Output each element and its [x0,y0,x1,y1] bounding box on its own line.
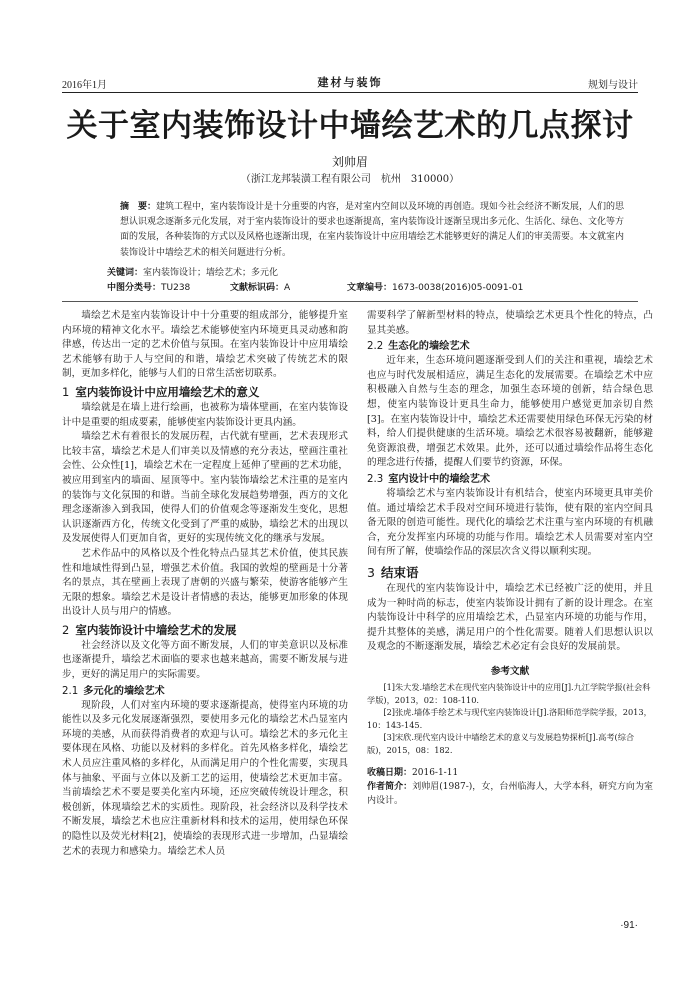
doc-code-value: A [284,283,291,293]
section-1-heading [62,384,348,400]
article-meta [367,766,653,808]
received-value: 2016-1-11 [412,767,459,778]
section-2-title: 室内装饰设计中墙绘艺术的发展 [75,622,237,637]
section-1-paragraph-1: 墙绘就是在墙上进行绘画，也被称为墙体壁画，在室内装饰设计中是重要的组成要素，能够使室内装饰设计更具内涵。 [62,401,348,428]
bio-value: 刘帅眉(1987-)，女，台州临海人，大学本科，研究方向为室内设计。 [367,781,653,806]
section-2-2-number: 2.2 [367,341,384,353]
author-bio [367,780,653,808]
doc-code-label: 文献标识码： [230,283,285,293]
author-name: 刘帅眉 [331,155,368,169]
clc-label: 中图分类号： [107,283,162,293]
article-no-label: 文章编号： [347,283,393,293]
section-2-2-paragraph: 近年来，生态环境问题逐渐受到人们的关注和重视，墙绘艺术也应与时代发展相适应，满足生态化的发展需要。在墙绘艺术中应积极融入自然与生态的理念，加强生态环境的创新，结合绿色思想，使室内装饰设计更具生命力，能够使用户感觉更加亲切自然[3]。在室内装饰设计中，墙绘艺术还需要使用绿色环保无污染的材料，给人们提供健康的生活环境。墙绘艺术很容易被翻新，能够避免资源浪费，增强艺术效果。此外，还可以通过墙绘作品将生态化的理念进行传播，提醒人们要节约资源，环保。 [367,355,653,469]
reference-1: [1]朱大发.墙绘艺术在现代室内装饰设计中的应用[J].九江学院学报(社会科学版)，2013，02：108-110. [367,682,651,705]
reference-3: [3]宋欣.现代室内设计中墙绘艺术的意义与发展趋势探析[J].高考(综合版)，2015，08：182. [367,732,635,755]
header-rule [62,92,638,93]
author-affiliation: （浙江龙邦装潢工程有限公司 杭州 310000） [240,174,460,185]
section-2-1-title: 多元化的墙绘艺术 [83,685,165,697]
abstract-rule [62,301,638,302]
section-2-3-title: 室内设计中的墙绘艺术 [388,473,491,485]
keywords-label: 关键词： [107,268,144,278]
section-2-1-number: 2.1 [62,685,79,697]
intro-paragraph: 墙绘艺术是室内装饰设计中十分重要的组成部分，能够提升室内环境的精神文化水平。墙绘艺术能够使室内环境更具灵动感和韵律感，传达出一定的艺术价值与氛围。在室内装饰设计中应用墙绘艺术能够有助于人与空间的和谐，墙绘艺术突破了传统艺术的限制，更加多样化，能够与人们的日常生活密切联系。 [62,310,348,380]
section-1-title: 室内装饰设计中应用墙绘艺术的意义 [75,384,260,399]
clc-value: TU238 [161,283,191,293]
bio-label: 作者简介： [367,781,413,792]
section-2-paragraph-1: 社会经济以及文化等方面不断发展，人们的审美意识以及标准也逐渐提升，墙绘艺术面临的要求也越来越高，需要不断发展与进步，更好的满足用户的实际需要。 [62,639,348,681]
header-date: 2016年1月 [62,80,107,91]
section-2-1-paragraph: 现阶段，人们对室内环境的要求逐渐提高，使得室内环境的功能性以及多元化发展逐渐强烈，要使用多元化的墙绘艺术凸显室内环境的美感，从而获得消费者的欢迎与认可。墙绘艺术的多元化主要体现在风格、功能以及材料的多样化。首先风格多样化，墙绘艺术人员应注重风格的多样化，从而满足用户的个性化需要，实现具体与抽象、平面与立体以及新工艺的运用，使墙绘艺术更加丰富。当前墙绘艺术不要是要美化室内环境，还应突破传统设计理念，积极创新，体现墙绘艺术的实质性。现阶段，社会经济以及科学技术不断发展，墙绘艺术也应注重新材料和技术的运用，使用绿色环保的隐性以及荧光材料[2]，使墙绘的表现形式进一步增加，凸显墙绘艺术的表现力和感染力。墙绘艺术人员 [62,699,348,857]
paper-title: 关于室内装饰设计中墙绘艺术的几点探讨 [66,108,634,144]
section-1-paragraph-2: 墙绘艺术有着很长的发展历程，古代就有壁画，艺术表现形式比较丰富，墙绘艺术是人们审美以及情感的充分表达，壁画注重社会性、公众性[1]，墙绘艺术在一定程度上延伸了壁画的艺术功能，被应用到室内的墙面、屋顶等中。室内装饰墙绘艺术注重的是室内的装饰与文化氛围的和谐。当前全球化发展趋势增强，西方的文化理念逐渐渗入到我国，使得人们的价值观念等逐渐发生变化，思想认识逐渐西方化，传统文化受到了严重的威胁，墙绘艺术的出现以及发展使得人们更加自省，更好的实现传统文化的继承与发展。 [62,431,348,545]
journal-name: 建材与装饰 [317,76,383,89]
section-2-number: 2 [62,622,70,637]
received-date [367,766,653,780]
section-2-heading [62,622,348,638]
received-label: 收稿日期： [367,767,413,778]
left-column [62,309,348,859]
section-3-number: 3 [367,564,375,580]
keywords-text: 室内装饰设计；墙绘艺术；多元化 [143,268,279,278]
section-3-paragraph: 在现代的室内装饰设计中，墙绘艺术已经被广泛的使用，并且成为一种时尚的标志，使室内装饰设计拥有了新的设计理念。在室内装饰设计中科学的应用墙绘艺术，凸显室内环境的功能与作用，提升其整体的美感，满足用户的个性化需要。随着人们思想认识以及观念的不断逐渐发展，墙绘艺术必定有会良好的发展前景。 [367,582,653,653]
section-3-heading [367,564,653,581]
section-2-3-paragraph: 将墙绘艺术与室内装饰设计有机结合，使室内环境更具审美价值。通过墙绘艺术手段对空间环境进行装饰，使有限的室内空间具备无限的创造可能性。现代化的墙绘艺术注重与室内环境的有机融合，充分发挥室内环境的功能与作用。墙绘艺术人员需要对室内空间有所了解，使墙绘作品的深层次含义得以顺利实现。 [367,487,653,558]
abstract-text: 建筑工程中，室内装饰设计是十分重要的内容，是对室内空间以及环境的再创造。现如今社会经济不断发展，人们的思想认识观念逐渐多元化发展，对于室内装饰设计的要求也逐渐提高，室内装饰设计逐渐呈现出多元化、生活化、绿色、文化等方面的发展，各种装饰的方式以及风格也逐渐出现，在室内装饰设计中应用墙绘艺术能够更好的满足人们的审美需要。本文就室内装饰设计中墙绘艺术的相关问题进行分析。 [120,202,625,258]
section-2-1-heading [62,684,348,699]
section-2-3-number: 2.3 [367,473,384,485]
section-3-title: 结束语 [380,564,419,580]
abstract [120,200,632,261]
running-header [62,74,638,92]
section-1-number: 1 [62,384,70,399]
references-title: 参考文献 [490,665,530,677]
right-column [367,309,653,808]
keywords [107,265,632,278]
page-number: ·91· [620,920,638,931]
section-2-3-heading [367,472,653,487]
section-2-1-continuation: 需要科学了解新型材料的特点，使墙绘艺术更具个性化的特点，凸显其美感。 [367,310,653,336]
article-no-value: 1673-0038(2016)05-0091-01 [392,283,524,293]
header-section: 规划与设计 [588,80,638,91]
section-1-paragraph-3: 艺术作品中的风格以及个性化特点凸显其艺术价值，使其民族性和地域性得到凸显，增强艺术价值。我国的敦煌的壁画是十分著名的景点，其在壁画上表现了唐朝的兴盛与繁荣，使游客能够产生无限的想象。墙绘艺术是设计者情感的表达，能够更加形象的体现出设计人员与用户的情感。 [62,547,348,618]
section-2-2-heading [367,339,653,354]
abstract-label: 摘 要： [120,202,157,212]
section-2-2-title: 生态化的墙绘艺术 [388,341,470,353]
reference-2: [2]张虎.墙体手绘艺术与现代室内装饰设计[J].洛阳师范学院学报，2013，10：143-145. [367,707,652,730]
